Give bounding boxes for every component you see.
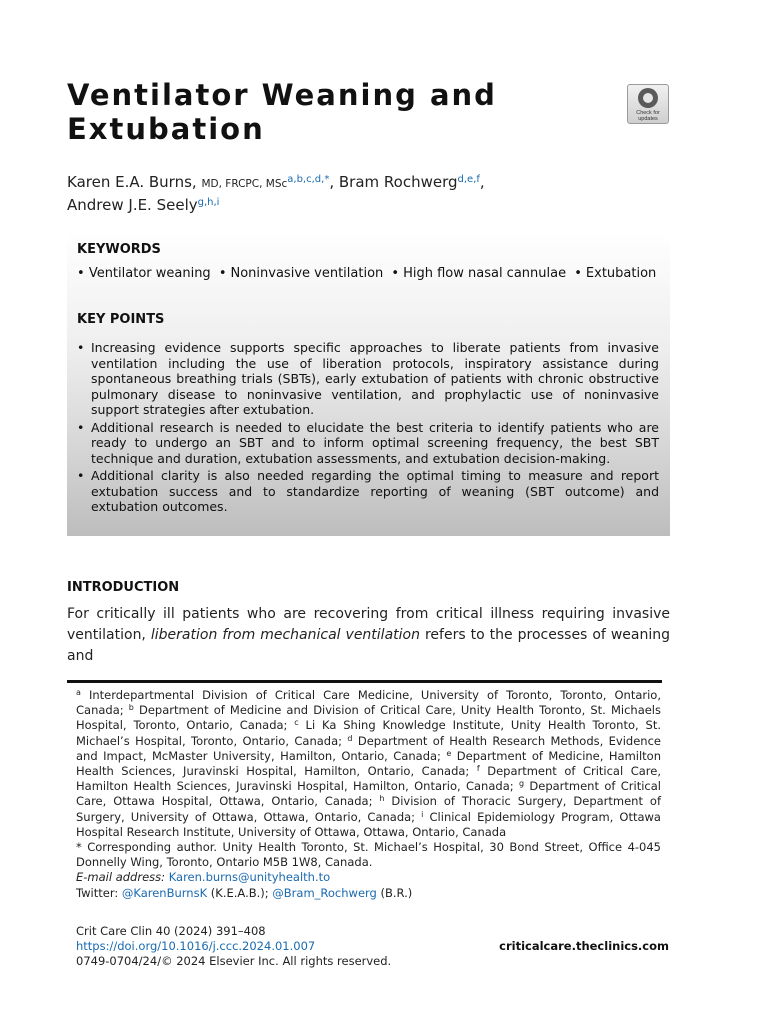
intro-text: For critically ill patients who are recovering from critical illness requiring invasive ventilation,: [67, 606, 670, 643]
footnote-marker: e: [446, 748, 452, 758]
key-points-list: [77, 340, 659, 517]
affiliation-text: Department of Medicine, Hamilton Health Sciences, Juravinski Hospital, Hamilton, Ontario, Canada;: [76, 748, 661, 779]
author-1-affiliations[interactable]: a,b,c,d,*: [287, 174, 330, 185]
key-point-item: • Additional research is needed to elucidate the best criteria to identify patients who are ready to undergo an SBT and to inform optimal screening frequency, the best SBT technique and duration, extubation assessments, and extubation decision-making.: [77, 420, 659, 467]
email-line: [76, 870, 661, 885]
article-title: Ventilator Weaning and Extubation: [67, 78, 497, 146]
badge-line-1: Check for: [636, 110, 660, 116]
twitter-label: Twitter:: [76, 885, 119, 900]
intro-text: refers to the processes of weaning and: [67, 627, 670, 664]
check-for-updates-badge[interactable]: [627, 84, 669, 124]
author-separator: ,: [479, 173, 485, 191]
affiliation-text: Division of Thoracic Surgery, Department of Surgery, University of Ottawa, Ottawa, Ontario, Canada;: [76, 794, 661, 824]
twitter-link-rochwerg[interactable]: @Bram_Rochwerg: [272, 885, 377, 900]
twitter-initials: (B.R.): [380, 885, 413, 900]
affiliation-text: Interdepartmental Division of Critical Care Medicine, University of Toronto, Toronto, Ontario, Canada;: [76, 688, 661, 718]
journal-website[interactable]: criticalcare.theclinics.com: [499, 939, 669, 953]
citation-block: [76, 924, 396, 970]
author-separator: ,: [329, 173, 339, 191]
footnote-marker: g: [518, 779, 525, 789]
twitter-line: [76, 886, 661, 901]
keywords-list: [77, 266, 656, 281]
author-1-name: Karen E.A. Burns,: [67, 173, 197, 191]
introduction-heading: INTRODUCTION: [67, 580, 180, 595]
badge-line-2: updates: [638, 116, 658, 122]
affiliation-text: Department of Critical Care, Ottawa Hospital, Ottawa, Ontario, Canada;: [76, 779, 661, 809]
author-3-name: Andrew J.E. Seely: [67, 196, 198, 214]
footnote-marker: b: [128, 703, 134, 713]
affiliation-text: Department of Critical Care, Hamilton Health Sciences, Juravinski Hospital, Hamilton, Ontario, Canada;: [76, 764, 661, 794]
affiliation-text: Department of Health Research Methods, Evidence and Impact, McMaster University, Hamilton, Ontario, Canada;: [76, 733, 661, 763]
author-2-name: Bram Rochwerg: [338, 173, 458, 191]
author-3-affiliations[interactable]: g,h,i: [197, 197, 220, 208]
keywords-keypoints-box: [67, 232, 670, 536]
keyword-bullet: •: [391, 266, 400, 281]
keywords-heading: KEYWORDS: [77, 242, 161, 257]
keyword-bullet: •: [218, 266, 227, 281]
affiliation-text: Clinical Epidemiology Program, Ottawa Hospital Research Institute, University of Ottawa, Ottawa, Ontario, Canada: [76, 809, 661, 839]
copyright-line: 0749-0704/24/© 2024 Elsevier Inc. All rights reserved.: [76, 954, 392, 969]
author-list: [67, 172, 687, 216]
email-link[interactable]: Karen.burns@unityhealth.to: [168, 870, 331, 885]
footnote-marker: i: [421, 809, 424, 819]
affiliation-text: Department of Medicine and Division of Critical Care, Unity Health Toronto, St. Michaels Hospital, Toronto, Ontario, Canada;: [76, 703, 661, 733]
key-points-heading: KEY POINTS: [77, 312, 165, 327]
keyword-bullet: •: [77, 266, 85, 281]
footnote-marker: c: [294, 718, 299, 728]
footnote-marker: d: [347, 733, 353, 743]
author-2-affiliations[interactable]: d,e,f: [457, 174, 480, 185]
footnote-marker: a: [76, 688, 81, 697]
affiliation-text: Li Ka Shing Knowledge Institute, Unity Health Toronto, St. Michael’s Hospital, Toronto, Ontario, Canada;: [76, 718, 661, 748]
footnote-marker: h: [379, 794, 385, 804]
check-for-updates-icon: [638, 88, 658, 108]
keyword-item: Noninvasive ventilation: [230, 266, 384, 281]
twitter-initials: (K.E.A.B.);: [210, 885, 269, 900]
footnote-divider: [67, 680, 662, 683]
introduction-paragraph: [67, 604, 670, 667]
keyword-item: High flow nasal cannulae: [403, 266, 567, 281]
doi-link[interactable]: https://doi.org/10.1016/j.ccc.2024.01.007: [76, 939, 316, 954]
key-point-item: • Increasing evidence supports specific approaches to liberate patients from invasive ventilation including the use of liberation protocols, inspiratory assistance during spontaneous breathing trials (SBTs), early extubation of patients with chronic obstructive pulmonary disease to noninvasive ventilation, and prophylactic use of noninvasive support strategies after extubation.: [77, 340, 659, 418]
footnote-marker: f: [476, 764, 480, 774]
author-1-degrees: MD, FRCPC, MSc: [201, 178, 288, 190]
email-label: E-mail address:: [76, 870, 166, 885]
journal-citation: Crit Care Clin 40 (2024) 391–408: [76, 924, 266, 938]
intro-italic-term: liberation from mechanical ventilation: [150, 627, 420, 643]
keyword-bullet: •: [574, 266, 582, 281]
key-point-item: • Additional clarity is also needed regarding the optimal timing to measure and report extubation success and to standardize reporting of weaning (SBT outcome) and extubation outcomes.: [77, 468, 659, 515]
keyword-item: Ventilator weaning: [88, 266, 211, 281]
corresponding-author-note: * Corresponding author. Unity Health Toronto, St. Michael’s Hospital, 30 Bond Street, Office 4-045 Donnelly Wing, Toronto, Ontario M5B 1W8, Canada.: [76, 840, 661, 870]
twitter-link-burns[interactable]: @KarenBurnsK: [121, 885, 208, 900]
keyword-item: Extubation: [585, 266, 657, 281]
affiliation-footnotes: [76, 688, 661, 901]
